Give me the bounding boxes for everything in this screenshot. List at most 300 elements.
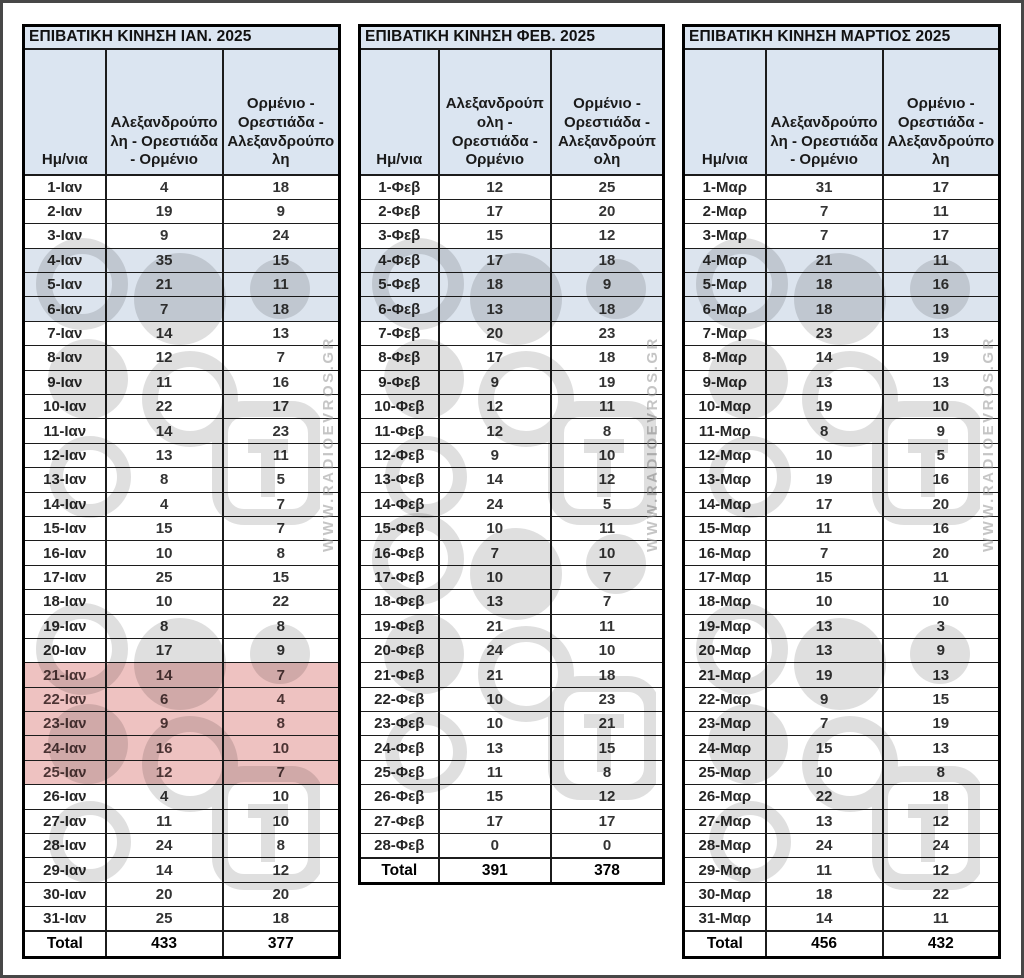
inbound-cell: 12: [551, 785, 664, 809]
inbound-cell: 21: [551, 712, 664, 736]
table-row: [360, 248, 664, 272]
outbound-cell: 11: [106, 809, 223, 833]
total-label: Total: [684, 931, 766, 957]
outbound-cell: 11: [106, 370, 223, 394]
inbound-cell: 10: [223, 736, 340, 760]
outbound-cell: 25: [106, 565, 223, 589]
table-row: [360, 614, 664, 638]
date-cell: 26-Μαρ: [684, 785, 766, 809]
inbound-cell: 18: [551, 346, 664, 370]
inbound-cell: 13: [883, 370, 1000, 394]
inbound-cell: 13: [883, 663, 1000, 687]
date-cell: 4-Μαρ: [684, 248, 766, 272]
inbound-cell: 11: [883, 907, 1000, 931]
total-inbound: 432: [883, 931, 1000, 957]
outbound-cell: 11: [766, 858, 883, 882]
column-header-date: Ημ/νια: [360, 49, 439, 175]
table-row: [360, 199, 664, 223]
date-cell: 22-Μαρ: [684, 687, 766, 711]
date-cell: 12-Ιαν: [24, 443, 106, 467]
inbound-cell: 20: [551, 199, 664, 223]
table-row: [24, 712, 340, 736]
inbound-cell: 10: [223, 809, 340, 833]
outbound-cell: 15: [766, 736, 883, 760]
table-row: [684, 492, 1000, 516]
column-header-inbound: Ορμένιο - Ορεστιάδα - Αλεξανδρούπολη: [551, 49, 664, 175]
outbound-cell: 6: [106, 687, 223, 711]
table-row: [360, 834, 664, 858]
inbound-cell: 7: [223, 760, 340, 784]
inbound-cell: 7: [223, 516, 340, 540]
outbound-cell: 19: [766, 395, 883, 419]
total-outbound: 391: [439, 858, 551, 884]
inbound-cell: 22: [883, 882, 1000, 906]
outbound-cell: 18: [766, 273, 883, 297]
outbound-cell: 17: [106, 638, 223, 662]
table-row: [684, 199, 1000, 223]
outbound-cell: 24: [439, 638, 551, 662]
outbound-cell: 13: [766, 809, 883, 833]
inbound-cell: 5: [551, 492, 664, 516]
date-cell: 13-Φεβ: [360, 468, 439, 492]
table-row: [24, 516, 340, 540]
date-cell: 13-Ιαν: [24, 468, 106, 492]
date-cell: 14-Μαρ: [684, 492, 766, 516]
inbound-cell: 0: [551, 834, 664, 858]
date-cell: 18-Μαρ: [684, 590, 766, 614]
outbound-cell: 7: [439, 541, 551, 565]
total-label: Total: [360, 858, 439, 884]
passenger-table-feb: [358, 24, 665, 885]
table-row: [24, 321, 340, 345]
table-row: [24, 297, 340, 321]
date-cell: 28-Ιαν: [24, 834, 106, 858]
outbound-cell: 19: [766, 468, 883, 492]
table-row: [24, 736, 340, 760]
inbound-cell: 22: [223, 590, 340, 614]
table-row: [684, 663, 1000, 687]
outbound-cell: 14: [439, 468, 551, 492]
outbound-cell: 21: [439, 614, 551, 638]
inbound-cell: 10: [551, 443, 664, 467]
inbound-cell: 7: [551, 590, 664, 614]
table-row: [684, 175, 1000, 199]
date-cell: 7-Ιαν: [24, 321, 106, 345]
date-cell: 4-Φεβ: [360, 248, 439, 272]
inbound-cell: 18: [551, 297, 664, 321]
table-row: [684, 248, 1000, 272]
date-cell: 20-Ιαν: [24, 638, 106, 662]
outbound-cell: 21: [439, 663, 551, 687]
inbound-cell: 16: [883, 516, 1000, 540]
date-cell: 14-Φεβ: [360, 492, 439, 516]
outbound-cell: 22: [766, 785, 883, 809]
table-row: [24, 224, 340, 248]
inbound-cell: 9: [551, 273, 664, 297]
inbound-cell: 23: [551, 687, 664, 711]
date-cell: 2-Ιαν: [24, 199, 106, 223]
inbound-cell: 11: [883, 199, 1000, 223]
outbound-cell: 19: [766, 663, 883, 687]
table-row: [24, 346, 340, 370]
outbound-cell: 24: [766, 834, 883, 858]
date-cell: 23-Μαρ: [684, 712, 766, 736]
date-cell: 6-Ιαν: [24, 297, 106, 321]
outbound-cell: 14: [766, 907, 883, 931]
date-cell: 7-Μαρ: [684, 321, 766, 345]
outbound-cell: 16: [106, 736, 223, 760]
date-cell: 16-Μαρ: [684, 541, 766, 565]
outbound-cell: 21: [106, 273, 223, 297]
date-cell: 30-Ιαν: [24, 882, 106, 906]
outbound-cell: 13: [766, 370, 883, 394]
date-cell: 26-Φεβ: [360, 785, 439, 809]
outbound-cell: 18: [439, 273, 551, 297]
inbound-cell: 12: [883, 858, 1000, 882]
inbound-cell: 16: [883, 273, 1000, 297]
inbound-cell: 15: [223, 565, 340, 589]
date-cell: 1-Μαρ: [684, 175, 766, 199]
inbound-cell: 20: [883, 541, 1000, 565]
inbound-cell: 7: [223, 492, 340, 516]
outbound-cell: 8: [106, 614, 223, 638]
outbound-cell: 24: [439, 492, 551, 516]
total-row: [24, 931, 340, 957]
date-cell: 23-Φεβ: [360, 712, 439, 736]
inbound-cell: 11: [551, 395, 664, 419]
date-cell: 24-Μαρ: [684, 736, 766, 760]
outbound-cell: 12: [439, 175, 551, 199]
table-row: [684, 834, 1000, 858]
date-cell: 6-Μαρ: [684, 297, 766, 321]
date-cell: 4-Ιαν: [24, 248, 106, 272]
inbound-cell: 7: [223, 346, 340, 370]
table-row: [24, 199, 340, 223]
inbound-cell: 13: [883, 321, 1000, 345]
date-cell: 8-Φεβ: [360, 346, 439, 370]
table-title: ΕΠΙΒΑΤΙΚΗ ΚΙΝΗΣΗ ΦΕΒ. 2025: [360, 26, 664, 50]
date-cell: 3-Φεβ: [360, 224, 439, 248]
date-cell: 9-Μαρ: [684, 370, 766, 394]
inbound-cell: 20: [223, 882, 340, 906]
table-row: [684, 687, 1000, 711]
table-row: [684, 760, 1000, 784]
table-row: [24, 858, 340, 882]
table-row: [684, 419, 1000, 443]
outbound-cell: 22: [106, 395, 223, 419]
table-row: [684, 395, 1000, 419]
inbound-cell: 8: [551, 760, 664, 784]
inbound-cell: 10: [551, 638, 664, 662]
outbound-cell: 4: [106, 785, 223, 809]
table-row: [684, 858, 1000, 882]
inbound-cell: 11: [551, 516, 664, 540]
outbound-cell: 9: [106, 712, 223, 736]
inbound-cell: 15: [551, 736, 664, 760]
date-cell: 1-Ιαν: [24, 175, 106, 199]
outbound-cell: 14: [106, 858, 223, 882]
outbound-cell: 11: [766, 516, 883, 540]
inbound-cell: 15: [883, 687, 1000, 711]
date-cell: 7-Φεβ: [360, 321, 439, 345]
table-row: [24, 175, 340, 199]
date-cell: 21-Ιαν: [24, 663, 106, 687]
table-row: [24, 492, 340, 516]
inbound-cell: 23: [551, 321, 664, 345]
inbound-cell: 13: [883, 736, 1000, 760]
table-row: [360, 760, 664, 784]
table-row: [684, 614, 1000, 638]
table-row: [24, 663, 340, 687]
outbound-cell: 7: [766, 541, 883, 565]
date-cell: 29-Ιαν: [24, 858, 106, 882]
total-label: Total: [24, 931, 106, 957]
table-row: [360, 736, 664, 760]
date-cell: 17-Μαρ: [684, 565, 766, 589]
date-cell: 21-Μαρ: [684, 663, 766, 687]
outbound-cell: 13: [439, 736, 551, 760]
inbound-cell: 12: [883, 809, 1000, 833]
date-cell: 17-Φεβ: [360, 565, 439, 589]
outbound-cell: 18: [766, 297, 883, 321]
outbound-cell: 9: [106, 224, 223, 248]
outbound-cell: 8: [766, 419, 883, 443]
outbound-cell: 25: [106, 907, 223, 931]
outbound-cell: 17: [439, 809, 551, 833]
date-cell: 27-Ιαν: [24, 809, 106, 833]
outbound-cell: 7: [766, 199, 883, 223]
table-row: [684, 370, 1000, 394]
outbound-cell: 7: [766, 224, 883, 248]
inbound-cell: 11: [883, 565, 1000, 589]
outbound-cell: 11: [439, 760, 551, 784]
inbound-cell: 8: [883, 760, 1000, 784]
date-cell: 30-Μαρ: [684, 882, 766, 906]
date-cell: 13-Μαρ: [684, 468, 766, 492]
date-cell: 2-Μαρ: [684, 199, 766, 223]
date-cell: 27-Μαρ: [684, 809, 766, 833]
outbound-cell: 18: [766, 882, 883, 906]
outbound-cell: 12: [439, 419, 551, 443]
inbound-cell: 10: [883, 590, 1000, 614]
table-row: [360, 541, 664, 565]
table-row: [24, 273, 340, 297]
outbound-cell: 10: [439, 565, 551, 589]
total-row: [684, 931, 1000, 957]
table-row: [684, 224, 1000, 248]
inbound-cell: 24: [223, 224, 340, 248]
outbound-cell: 17: [439, 199, 551, 223]
date-cell: 8-Ιαν: [24, 346, 106, 370]
table-row: [360, 346, 664, 370]
table-row: [24, 760, 340, 784]
inbound-cell: 18: [551, 663, 664, 687]
inbound-cell: 16: [883, 468, 1000, 492]
inbound-cell: 11: [551, 614, 664, 638]
table-row: [360, 224, 664, 248]
outbound-cell: 15: [439, 224, 551, 248]
outbound-cell: 8: [106, 468, 223, 492]
table-row: [684, 809, 1000, 833]
outbound-cell: 12: [106, 760, 223, 784]
date-cell: 26-Ιαν: [24, 785, 106, 809]
date-cell: 11-Φεβ: [360, 419, 439, 443]
date-cell: 5-Φεβ: [360, 273, 439, 297]
table-row: [360, 297, 664, 321]
table-row: [24, 443, 340, 467]
inbound-cell: 5: [223, 468, 340, 492]
date-cell: 20-Φεβ: [360, 638, 439, 662]
outbound-cell: 4: [106, 492, 223, 516]
inbound-cell: 18: [223, 175, 340, 199]
date-cell: 18-Φεβ: [360, 590, 439, 614]
table-row: [24, 541, 340, 565]
column-header-outbound: Αλεξανδρούπολη - Ορεστιάδα - Ορμένιο: [766, 49, 883, 175]
date-cell: 3-Ιαν: [24, 224, 106, 248]
table-row: [684, 541, 1000, 565]
inbound-cell: 17: [223, 395, 340, 419]
outbound-cell: 23: [766, 321, 883, 345]
date-cell: 16-Ιαν: [24, 541, 106, 565]
column-header-date: Ημ/νια: [24, 49, 106, 175]
outbound-cell: 20: [106, 882, 223, 906]
table-row: [684, 736, 1000, 760]
date-cell: 15-Ιαν: [24, 516, 106, 540]
outbound-cell: 19: [106, 199, 223, 223]
date-cell: 22-Ιαν: [24, 687, 106, 711]
date-cell: 14-Ιαν: [24, 492, 106, 516]
inbound-cell: 8: [223, 834, 340, 858]
outbound-cell: 10: [766, 590, 883, 614]
table-row: [684, 273, 1000, 297]
outbound-cell: 15: [766, 565, 883, 589]
date-cell: 6-Φεβ: [360, 297, 439, 321]
inbound-cell: 18: [223, 907, 340, 931]
table-row: [360, 419, 664, 443]
date-cell: 25-Μαρ: [684, 760, 766, 784]
table-row: [24, 248, 340, 272]
table-row: [24, 834, 340, 858]
inbound-cell: 20: [883, 492, 1000, 516]
inbound-cell: 7: [223, 663, 340, 687]
total-inbound: 377: [223, 931, 340, 957]
inbound-cell: 8: [223, 541, 340, 565]
date-cell: 27-Φεβ: [360, 809, 439, 833]
table-march: [682, 24, 1001, 959]
inbound-cell: 13: [223, 321, 340, 345]
table-row: [360, 370, 664, 394]
date-cell: 31-Μαρ: [684, 907, 766, 931]
outbound-cell: 9: [439, 370, 551, 394]
date-cell: 2-Φεβ: [360, 199, 439, 223]
table-row: [360, 175, 664, 199]
inbound-cell: 25: [551, 175, 664, 199]
table-row: [24, 395, 340, 419]
date-cell: 15-Φεβ: [360, 516, 439, 540]
inbound-cell: 19: [883, 297, 1000, 321]
outbound-cell: 20: [439, 321, 551, 345]
outbound-cell: 17: [766, 492, 883, 516]
date-cell: 22-Φεβ: [360, 687, 439, 711]
inbound-cell: 19: [551, 370, 664, 394]
inbound-cell: 16: [223, 370, 340, 394]
inbound-cell: 24: [883, 834, 1000, 858]
table-row: [360, 443, 664, 467]
outbound-cell: 21: [766, 248, 883, 272]
table-row: [684, 590, 1000, 614]
inbound-cell: 9: [223, 638, 340, 662]
date-cell: 5-Μαρ: [684, 273, 766, 297]
date-cell: 20-Μαρ: [684, 638, 766, 662]
date-cell: 28-Μαρ: [684, 834, 766, 858]
column-header-inbound: Ορμένιο - Ορεστιάδα - Αλεξανδρούπολη: [223, 49, 340, 175]
table-row: [684, 712, 1000, 736]
date-cell: 24-Ιαν: [24, 736, 106, 760]
table-row: [24, 419, 340, 443]
table-row: [684, 346, 1000, 370]
outbound-cell: 12: [439, 395, 551, 419]
outbound-cell: 9: [439, 443, 551, 467]
outbound-cell: 10: [106, 590, 223, 614]
inbound-cell: 5: [883, 443, 1000, 467]
table-row: [360, 590, 664, 614]
table-row: [360, 565, 664, 589]
table-row: [24, 809, 340, 833]
outbound-cell: 9: [766, 687, 883, 711]
date-cell: 19-Μαρ: [684, 614, 766, 638]
table-row: [24, 614, 340, 638]
inbound-cell: 10: [883, 395, 1000, 419]
inbound-cell: 11: [223, 443, 340, 467]
inbound-cell: 9: [223, 199, 340, 223]
outbound-cell: 10: [106, 541, 223, 565]
table-row: [24, 882, 340, 906]
column-header-inbound: Ορμένιο - Ορεστιάδα - Αλεξανδρούπολη: [883, 49, 1000, 175]
table-row: [684, 907, 1000, 931]
inbound-cell: 17: [551, 809, 664, 833]
inbound-cell: 12: [551, 468, 664, 492]
table-row: [360, 468, 664, 492]
outbound-cell: 10: [439, 712, 551, 736]
outbound-cell: 17: [439, 346, 551, 370]
table-row: [684, 638, 1000, 662]
date-cell: 10-Ιαν: [24, 395, 106, 419]
inbound-cell: 11: [883, 248, 1000, 272]
table-row: [684, 565, 1000, 589]
total-outbound: 456: [766, 931, 883, 957]
date-cell: 23-Ιαν: [24, 712, 106, 736]
table-row: [360, 273, 664, 297]
total-row: [360, 858, 664, 884]
outbound-cell: 13: [439, 590, 551, 614]
date-cell: 15-Μαρ: [684, 516, 766, 540]
outbound-cell: 12: [106, 346, 223, 370]
inbound-cell: 17: [883, 224, 1000, 248]
date-cell: 24-Φεβ: [360, 736, 439, 760]
page: [3, 3, 1021, 975]
inbound-cell: 23: [223, 419, 340, 443]
table-row: [360, 785, 664, 809]
table-row: [684, 321, 1000, 345]
watermark-url-text: WWW.RADIOEVROS.GR: [644, 336, 661, 552]
total-inbound: 378: [551, 858, 664, 884]
outbound-cell: 13: [766, 638, 883, 662]
date-cell: 5-Ιαν: [24, 273, 106, 297]
date-cell: 12-Φεβ: [360, 443, 439, 467]
table-row: [360, 395, 664, 419]
table-row: [24, 565, 340, 589]
inbound-cell: 19: [883, 712, 1000, 736]
